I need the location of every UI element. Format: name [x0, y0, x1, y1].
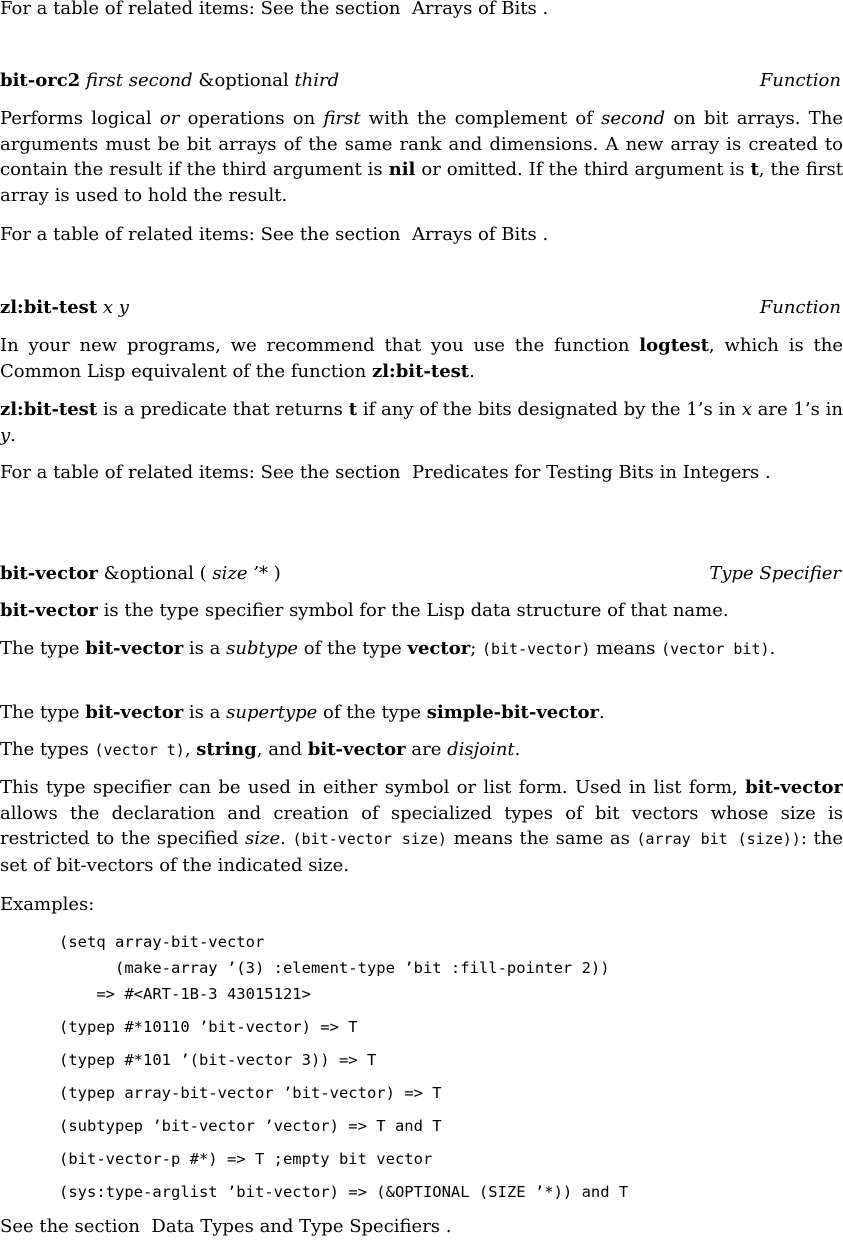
entry-paragraph-bit-vector-3: The type bit-vector is a supertype of the type simple-bit-vector.	[0, 702, 605, 723]
see-also-prefix: For a table of related items: See the section	[0, 0, 401, 19]
code-example-7: (sys:type-arglist ’bit-vector) => (&OPTIONAL (SIZE ’*)) and T	[59, 1183, 629, 1201]
arg-second: second	[128, 70, 193, 91]
code-example-6: (bit-vector-p #*) => T ;empty bit vector	[59, 1150, 433, 1168]
entry-paragraph-bit-test-1: In your new programs, we recommend that you use the function logtest, which is the Common Lisp equivalent of the function zl:bit-test.	[0, 335, 843, 382]
section-link-arrays-of-bits[interactable]: Arrays of Bits	[411, 0, 537, 19]
entry-name: bit-vector	[0, 563, 98, 584]
code-example-5: (subtypep ’bit-vector ’vector) => T and T	[59, 1117, 442, 1135]
code-example-4: (typep array-bit-vector ’bit-vector) => T	[59, 1084, 442, 1102]
entry-paragraph-bit-test-2: zl:bit-test is a predicate that returns t if any of the bits designated by the 1’s in x are 1’s in y.	[0, 399, 843, 446]
entry-name: zl:bit-test	[0, 297, 98, 318]
entry-paragraph-bit-vector-5: This type specifier can be used in either symbol or list form. Used in list form, bit-vector allows the declaration and creation of specialized types of bit vectors whose size is restricted to the specified size. (bit-vector size) means the same as (array bit (size)): the set of bit-vectors of the indicated size.	[0, 777, 843, 876]
code-example-1: (setq array-bit-vector (make-array ’(3) :element-type ’bit :fill-pointer 2)) => #<ART-1B-3 43015121>	[59, 933, 610, 1003]
arg-size: size	[212, 563, 248, 584]
code-example-3: (typep #*101 ’(bit-vector 3)) => T	[59, 1051, 377, 1069]
entry-header-bit-vector: bit-vector &optional ( size ’* ) Type Specifier	[0, 563, 841, 584]
see-also-line-bit-orc2: For a table of related items: See the section Arrays of Bits .	[0, 224, 549, 245]
entry-paragraph-bit-vector-2: The type bit-vector is a subtype of the type vector; (bit-vector) means (vector bit).	[0, 638, 776, 659]
entry-kind: Type Specifier	[709, 563, 841, 584]
see-also-line-bit-test: For a table of related items: See the section Predicates for Testing Bits in Integers .	[0, 462, 771, 483]
section-link-arrays-of-bits[interactable]: Arrays of Bits	[411, 224, 537, 245]
section-link-predicates[interactable]: Predicates for Testing Bits in Integers	[411, 462, 760, 483]
arg-third: third	[294, 70, 340, 91]
entry-paragraph-bit-vector-4: The types (vector t), string, and bit-vector are disjoint.	[0, 739, 521, 760]
entry-description-bit-orc2: Performs logical or operations on first with the complement of second on bit arrays. The arguments must be bit arrays of the same rank and dimensions. A new array is created to contain the result if the third argument is nil or omitted. If the third argument is t, the first array is used to hold the result.	[0, 108, 843, 206]
section-link-data-types[interactable]: Data Types and Type Specifiers	[151, 1216, 441, 1237]
entry-name: bit-orc2	[0, 70, 81, 91]
arg-x: x	[102, 297, 114, 318]
see-also-line-bit-vector: See the section Data Types and Type Specifiers .	[0, 1216, 452, 1237]
entry-kind: Function	[759, 297, 841, 318]
entry-header-bit-orc2	[0, 68, 841, 93]
optional-keyword: &optional	[103, 563, 194, 584]
examples-label: Examples:	[0, 894, 95, 915]
arg-y: y	[118, 297, 129, 318]
entry-header-bit-test	[0, 295, 841, 320]
optional-keyword: &optional	[198, 70, 289, 91]
see-also-line-top: For a table of related items: See the section Arrays of Bits .	[0, 0, 549, 19]
entry-paragraph-bit-vector-1: bit-vector is the type specifier symbol for the Lisp data structure of that name.	[0, 600, 729, 621]
arg-first: first	[85, 70, 124, 91]
code-example-2: (typep #*10110 ’bit-vector) => T	[59, 1018, 358, 1036]
entry-kind: Function	[759, 70, 841, 91]
